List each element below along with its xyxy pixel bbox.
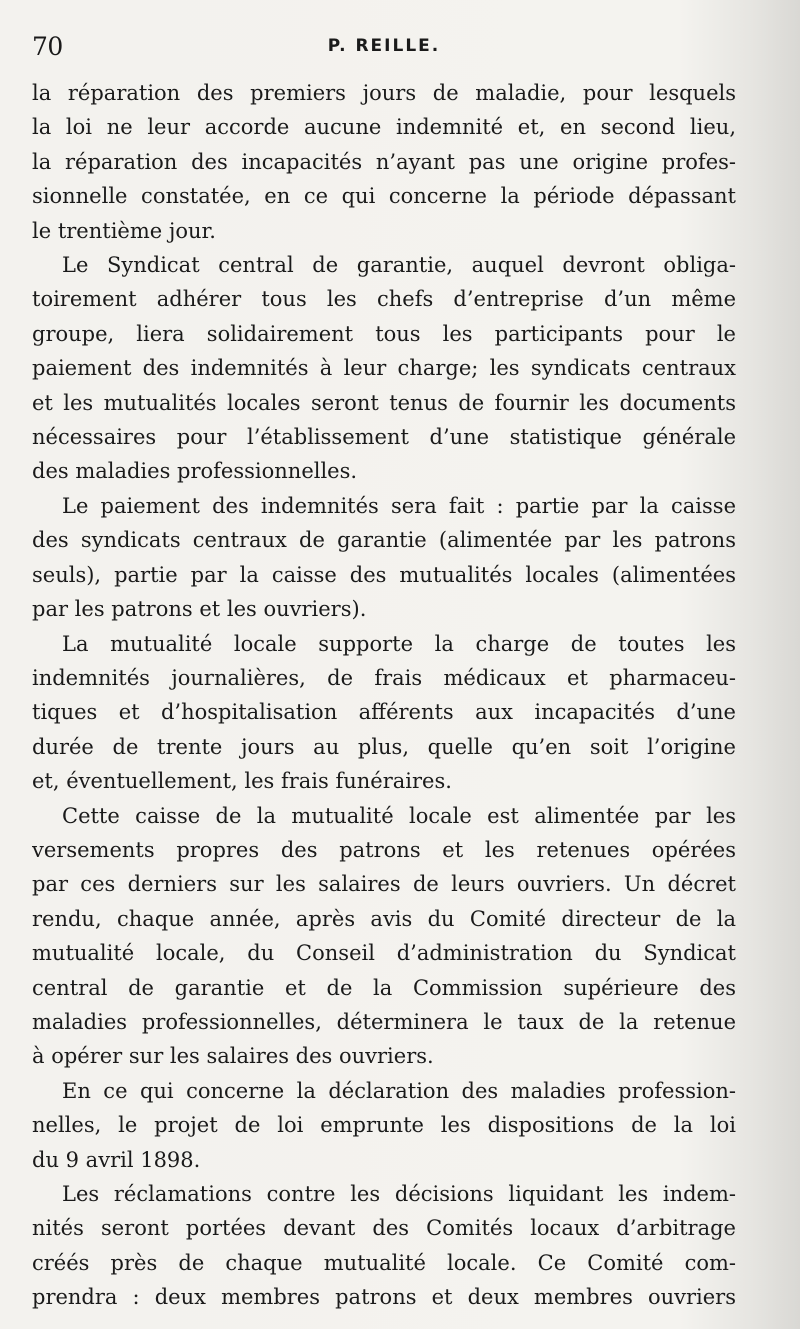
text-line: central de garantie et de la Commission supérieure des xyxy=(32,975,736,1000)
text-line: prendra : deux membres patrons et deux membres ouvriers xyxy=(32,1285,736,1310)
text-line: nelles, le projet de loi emprunte les dispositions de la loi xyxy=(32,1113,736,1138)
text-line: toirement adhérer tous les chefs d’entreprise d’un même xyxy=(32,287,736,312)
text-line: créés près de chaque mutualité locale. Ce Comité com- xyxy=(32,1250,736,1275)
text-line: sionnelle constatée, en ce qui concerne la période dépassant xyxy=(32,184,736,209)
text-line: indemnités journalières, de frais médicaux et pharmaceu- xyxy=(32,665,736,690)
text-line: rendu, chaque année, après avis du Comité directeur de la xyxy=(32,906,736,931)
text-line: En ce qui concerne la déclaration des maladies profession- xyxy=(62,1078,736,1103)
text-line: seuls), partie par la caisse des mutualités locales (alimentées xyxy=(32,562,736,587)
text-line: tiques et d’hospitalisation afférents aux incapacités d’une xyxy=(32,700,736,725)
text-line: durée de trente jours au plus, quelle qu’en soit l’origine xyxy=(32,734,736,759)
text-line: par ces derniers sur les salaires de leurs ouvriers. Un décret xyxy=(32,872,736,897)
text-line: à opérer sur les salaires des ouvriers. xyxy=(32,1044,434,1069)
text-line: Le paiement des indemnités sera fait : partie par la caisse xyxy=(62,493,736,518)
text-line: le trentième jour. xyxy=(32,218,216,243)
text-line: groupe, liera solidairement tous les participants pour le xyxy=(32,321,736,346)
text-line: Cette caisse de la mutualité locale est alimentée par les xyxy=(62,803,736,828)
text-line: nités seront portées devant des Comités locaux d’arbitrage xyxy=(32,1216,736,1241)
text-line: La mutualité locale supporte la charge de toutes les xyxy=(62,631,736,656)
text-line: la réparation des premiers jours de maladie, pour lesquels xyxy=(32,81,736,105)
text-line: versements propres des patrons et les retenues opérées xyxy=(32,837,736,862)
text-line: et, éventuellement, les frais funéraires. xyxy=(32,769,452,794)
text-line: par les patrons et les ouvriers). xyxy=(32,597,367,622)
text-line: Le Syndicat central de garantie, auquel devront obliga- xyxy=(62,253,736,278)
text-line: la loi ne leur accorde aucune indemnité et, en second lieu, xyxy=(32,115,736,140)
paragraph xyxy=(32,248,736,489)
text-line: des syndicats centraux de garantie (alimentée par les patrons xyxy=(32,528,736,553)
text-line: et les mutualités locales seront tenus de fournir les documents xyxy=(32,390,736,415)
text-line: la réparation des incapacités n’ayant pas une origine profes- xyxy=(32,149,736,174)
text-line: mutualité locale, du Conseil d’administration du Syndicat xyxy=(32,941,736,966)
paragraph xyxy=(32,1074,736,1177)
text-line: des maladies professionnelles. xyxy=(32,459,358,484)
paragraph xyxy=(32,1177,736,1315)
body-text xyxy=(32,76,736,1315)
paragraph xyxy=(32,489,736,627)
paragraph xyxy=(32,76,736,248)
text-line: nécessaires pour l’établissement d’une statistique générale xyxy=(32,425,736,450)
page-header xyxy=(28,32,740,68)
text-line: paiement des indemnités à leur charge; les syndicats centraux xyxy=(32,356,736,381)
text-line: maladies professionnelles, déterminera le taux de la retenue xyxy=(32,1009,736,1034)
paragraph xyxy=(32,627,736,799)
page-number: 70 xyxy=(32,32,63,61)
paragraph xyxy=(32,799,736,1074)
text-line: Les réclamations contre les décisions liquidant les indem- xyxy=(62,1182,736,1206)
text-line: du 9 avril 1898. xyxy=(32,1147,201,1172)
running-head: P. REILLE. xyxy=(327,36,441,56)
